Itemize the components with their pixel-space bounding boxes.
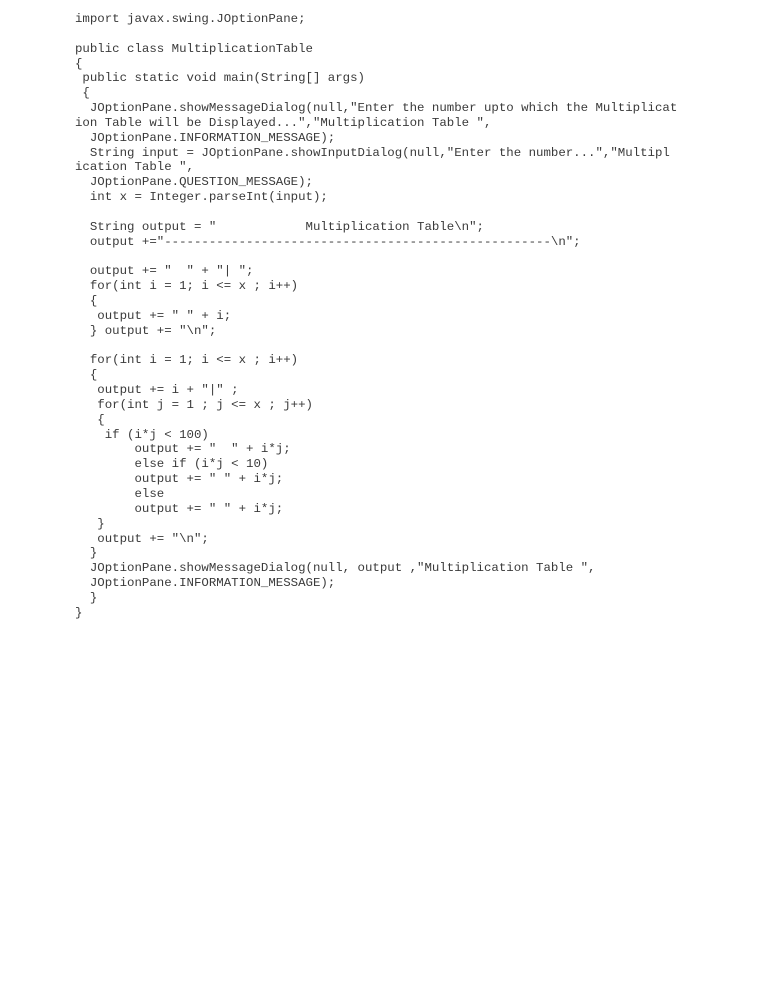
code-line: JOptionPane.INFORMATION_MESSAGE); [75,576,336,591]
code-line: for(int i = 1; i <= x ; i++) [75,279,299,294]
code-line: JOptionPane.showMessageDialog(null,"Enter the number upto which the Multiplicat [75,101,678,116]
code-line [75,250,765,265]
code-line: public class MultiplicationTable [75,41,313,56]
code-line: JOptionPane.INFORMATION_MESSAGE); [75,130,336,145]
code-line: } [75,590,98,605]
code-line: } [75,605,83,620]
code-line: } output += "\n"; [75,323,217,338]
code-line: String input = JOptionPane.showInputDialog(null,"Enter the number...","Multipl [75,145,670,160]
code-line [75,205,765,220]
code-line: int x = Integer.parseInt(input); [75,190,328,205]
code-line: { [75,294,98,309]
code-line: output += " " + i; [75,308,232,323]
code-line: output += " " + i*j; [75,472,284,487]
code-line: else [75,487,165,501]
code-line: for(int i = 1; i <= x ; i++) [75,353,299,368]
code-line: } [75,516,105,531]
code-line: output +="----------------------------------------------------\n"; [75,234,581,249]
code-line: String output = " Multiplication Table\n"; [75,219,484,234]
code-line: output += " " + i*j; [75,501,284,516]
code-line: output += " " + i*j; [75,442,291,457]
code-line: { [75,412,105,427]
code-line: for(int j = 1 ; j <= x ; j++) [75,397,313,412]
code-line: if (i*j < 100) [75,427,209,442]
code-listing [75,12,765,621]
code-line: JOptionPane.QUESTION_MESSAGE); [75,175,313,190]
code-line [75,339,765,354]
code-line: ion Table will be Displayed...","Multiplication Table ", [75,115,492,130]
code-line: public static void main(String[] args) [75,71,365,86]
code-line: JOptionPane.showMessageDialog(null, output ,"Multiplication Table ", [75,561,596,576]
code-line: else if (i*j < 10) [75,457,269,472]
code-line: import javax.swing.JOptionPane; [75,12,306,26]
code-line: output += "\n"; [75,531,209,546]
code-line: { [75,56,83,71]
code-line: ication Table ", [75,160,194,175]
code-line [75,27,765,42]
code-line: { [75,86,90,101]
code-line: } [75,546,98,561]
code-line: output += i + "|" ; [75,383,239,398]
code-line: { [75,368,98,383]
code-line: output += " " + "| "; [75,264,254,279]
